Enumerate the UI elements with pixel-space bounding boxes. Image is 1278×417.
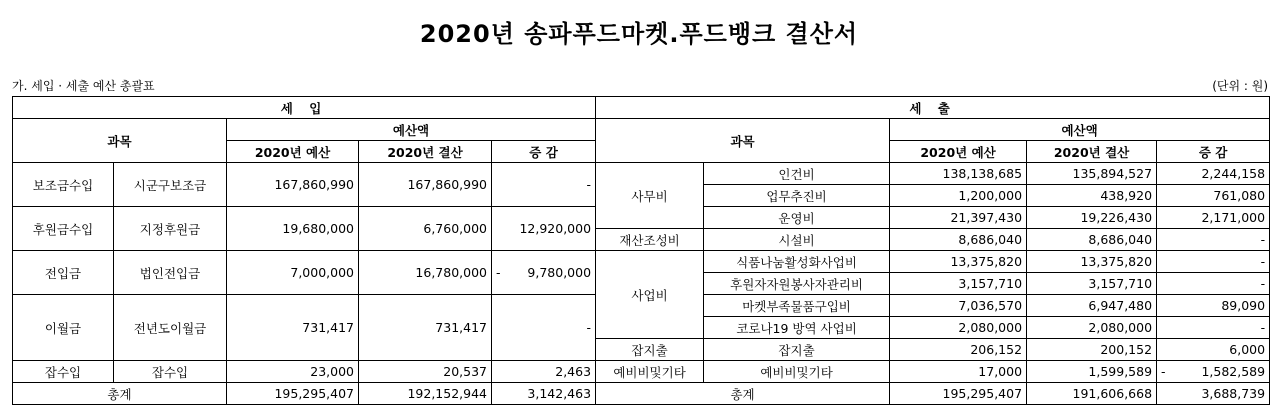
expense-budget: 138,138,685	[890, 163, 1027, 185]
expense-budget: 7,036,570	[890, 295, 1027, 317]
income-settlement: 20,537	[359, 361, 492, 383]
income-change-value: 9,780,000	[527, 265, 592, 280]
income-item: 전년도이월금	[114, 295, 227, 361]
expense-settlement: 1,599,589	[1027, 361, 1157, 383]
income-category: 이월금	[13, 295, 114, 361]
expense-change: 89,090	[1157, 295, 1270, 317]
expense-section-header: 세 출	[596, 97, 1270, 119]
total-row	[13, 383, 1270, 405]
expense-budget-amount-header: 예산액	[890, 119, 1270, 141]
income-category: 보조금수입	[13, 163, 114, 207]
expense-change-header: 증 감	[1157, 141, 1270, 163]
negative-sign: -	[1161, 364, 1166, 379]
expense-item: 식품나눔활성화사업비	[704, 251, 890, 273]
income-settlement: 167,860,990	[359, 163, 492, 207]
unit-label: (단위 : 원)	[1212, 79, 1268, 93]
income-item: 잡수입	[114, 361, 227, 383]
expense-item: 업무추진비	[704, 185, 890, 207]
income-total-label: 총계	[13, 383, 227, 405]
table-row	[13, 361, 1270, 383]
income-settlement: 16,780,000	[359, 251, 492, 295]
expense-item: 후원자자원봉사자관리비	[704, 273, 890, 295]
income-change	[492, 251, 596, 295]
expense-settlement: 135,894,527	[1027, 163, 1157, 185]
expense-settlement-2020-header: 2020년 결산	[1027, 141, 1157, 163]
expense-settlement: 200,152	[1027, 339, 1157, 361]
income-change: 12,920,000	[492, 207, 596, 251]
expense-group-misc: 잡지출	[596, 339, 704, 361]
expense-total-budget: 195,295,407	[890, 383, 1027, 405]
expense-budget: 1,200,000	[890, 185, 1027, 207]
expense-change: 2,171,000	[1157, 207, 1270, 229]
expense-budget: 21,397,430	[890, 207, 1027, 229]
expense-total-change: 3,688,739	[1157, 383, 1270, 405]
negative-sign: -	[496, 265, 501, 280]
expense-item: 예비비및기타	[704, 361, 890, 383]
income-category: 후원금수입	[13, 207, 114, 251]
expense-budget: 13,375,820	[890, 251, 1027, 273]
income-budget: 731,417	[227, 295, 359, 361]
income-section-header: 세 입	[13, 97, 596, 119]
expense-change	[1157, 361, 1270, 383]
income-settlement: 731,417	[359, 295, 492, 361]
expense-change: 761,080	[1157, 185, 1270, 207]
income-subject-header: 과목	[13, 119, 227, 163]
income-settlement-2020-header: 2020년 결산	[359, 141, 492, 163]
income-budget: 7,000,000	[227, 251, 359, 295]
income-change-header: 증 감	[492, 141, 596, 163]
income-total-settlement: 192,152,944	[359, 383, 492, 405]
expense-settlement: 2,080,000	[1027, 317, 1157, 339]
expense-budget: 206,152	[890, 339, 1027, 361]
income-category: 잡수입	[13, 361, 114, 383]
income-item: 시군구보조금	[114, 163, 227, 207]
income-change: 2,463	[492, 361, 596, 383]
section-header-row	[13, 97, 1270, 119]
income-settlement: 6,760,000	[359, 207, 492, 251]
expense-item: 인건비	[704, 163, 890, 185]
expense-total-settlement: 191,606,668	[1027, 383, 1157, 405]
expense-budget: 8,686,040	[890, 229, 1027, 251]
expense-budget: 2,080,000	[890, 317, 1027, 339]
expense-subject-header: 과목	[596, 119, 890, 163]
expense-item: 시설비	[704, 229, 890, 251]
expense-item: 코로나19 방역 사업비	[704, 317, 890, 339]
expense-settlement: 438,920	[1027, 185, 1157, 207]
table-row	[13, 251, 1270, 273]
expense-change: -	[1157, 229, 1270, 251]
expense-budget: 3,157,710	[890, 273, 1027, 295]
column-header-row	[13, 119, 1270, 141]
income-budget-2020-header: 2020년 예산	[227, 141, 359, 163]
expense-group-office: 사무비	[596, 163, 704, 229]
table-row	[13, 163, 1270, 185]
expense-budget: 17,000	[890, 361, 1027, 383]
income-total-budget: 195,295,407	[227, 383, 359, 405]
income-budget-amount-header: 예산액	[227, 119, 596, 141]
expense-change: 6,000	[1157, 339, 1270, 361]
expense-item: 운영비	[704, 207, 890, 229]
expense-settlement: 6,947,480	[1027, 295, 1157, 317]
income-change: -	[492, 295, 596, 361]
income-category: 전입금	[13, 251, 114, 295]
income-change: -	[492, 163, 596, 207]
expense-settlement: 8,686,040	[1027, 229, 1157, 251]
expense-settlement: 3,157,710	[1027, 273, 1157, 295]
income-item: 지정후원금	[114, 207, 227, 251]
table-subtitle: 가. 세입 · 세출 예산 총괄표	[12, 79, 155, 93]
income-budget: 23,000	[227, 361, 359, 383]
income-budget: 167,860,990	[227, 163, 359, 207]
expense-change: -	[1157, 251, 1270, 273]
income-total-change: 3,142,463	[492, 383, 596, 405]
expense-item: 잡지출	[704, 339, 890, 361]
expense-group-project: 사업비	[596, 251, 704, 339]
income-item: 법인전입금	[114, 251, 227, 295]
expense-group-reserve: 예비비및기타	[596, 361, 704, 383]
expense-group-property: 재산조성비	[596, 229, 704, 251]
expense-item: 마켓부족물품구입비	[704, 295, 890, 317]
expense-change-value: 1,582,589	[1201, 364, 1266, 379]
page-title: 2020년 송파푸드마켓.푸드뱅크 결산서	[419, 20, 859, 48]
expense-total-label: 총계	[596, 383, 890, 405]
expense-settlement: 13,375,820	[1027, 251, 1157, 273]
income-budget: 19,680,000	[227, 207, 359, 251]
expense-change: 2,244,158	[1157, 163, 1270, 185]
expense-change: -	[1157, 273, 1270, 295]
expense-settlement: 19,226,430	[1027, 207, 1157, 229]
expense-budget-2020-header: 2020년 예산	[890, 141, 1027, 163]
expense-change: -	[1157, 317, 1270, 339]
budget-summary-table	[12, 96, 1270, 405]
